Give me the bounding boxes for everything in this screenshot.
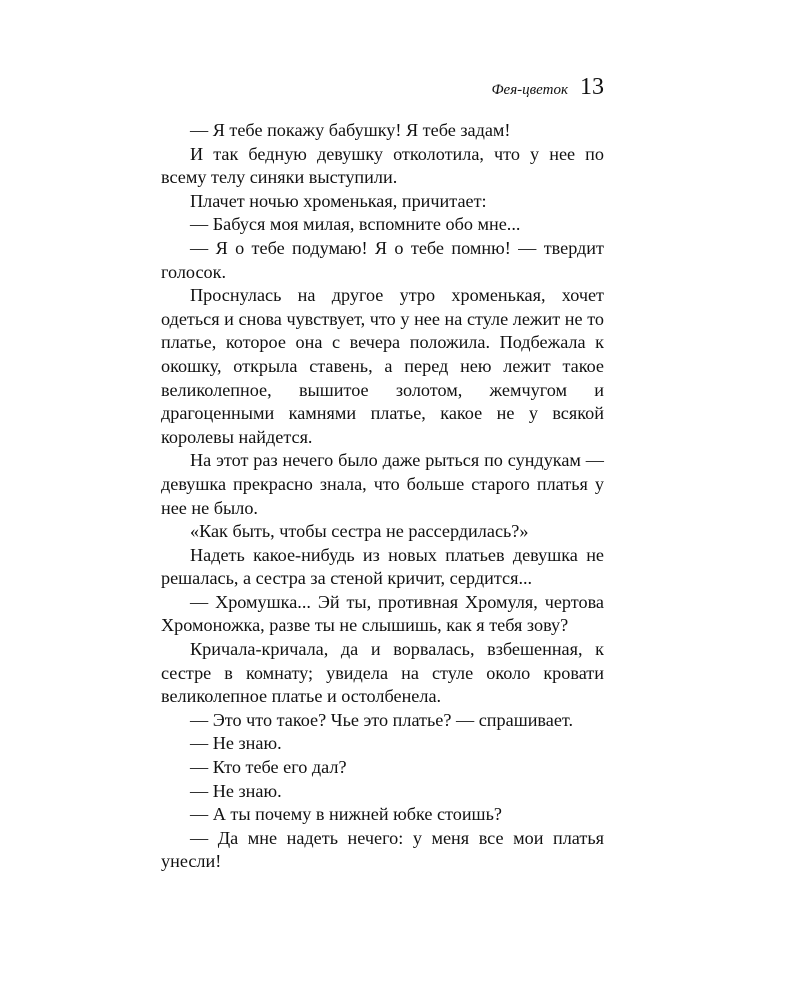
page-header [161,74,604,106]
paragraph: Проснулась на другое утро хроменькая, хочет одеться и снова чувствует, что у нее на стуле лежит не то платье, которое она с вечера положила. Подбежала к окошку, открыла ставень, а перед нею лежит такое великолепное, вышитое золотом, жемчугом и драгоценными камнями платье, какое не у всякой королевы найдется. [161,285,604,447]
paragraph: — Я о тебе подумаю! Я о тебе помню! — твердит голосок. [161,237,604,282]
paragraph: — Кто тебе его дал? [190,757,347,778]
paragraph: — Да мне надеть нечего: у меня все мои платья унесли! [161,827,604,872]
paragraph: — А ты почему в нижней юбке стоишь? [190,804,502,825]
paragraph: Плачет ночью хроменькая, причитает: [190,190,487,211]
paragraph: На этот раз нечего было даже рыться по сундукам — девушка прекрасно знала, что больше старого платья у нее не было. [161,450,604,518]
paragraph: «Как быть, чтобы сестра не рассердилась?» [190,521,529,542]
paragraph: — Не знаю. [190,733,282,754]
paragraph: И так бедную девушку отколотила, что у нее по всему телу синяки выступили. [161,143,604,188]
page-body [161,119,604,874]
paragraph: — Это что такое? Чье это платье? — спрашивает. [190,709,574,730]
paragraph: — Я тебе покажу бабушку! Я тебе задам! [190,120,511,140]
page-number: 13 [580,74,604,100]
paragraph: — Не знаю. [190,780,282,801]
paragraph: Кричала-кричала, да и ворвалась, взбешенная, к сестре в комнату; увидела на стуле около кровати великолепное платье и остолбенела. [161,639,604,707]
paragraph: — Бабуся моя милая, вспомните обо мне... [190,214,521,235]
running-title: Фея-цветок [491,82,568,98]
paragraph: Надеть какое-нибудь из новых платьев девушка не решалась, а сестра за стеной кричит, сердится... [161,544,604,589]
paragraph: — Хромушка... Эй ты, противная Хромуля, чертова Хромоножка, разве ты не слышишь, как я тебя зову? [161,591,604,636]
